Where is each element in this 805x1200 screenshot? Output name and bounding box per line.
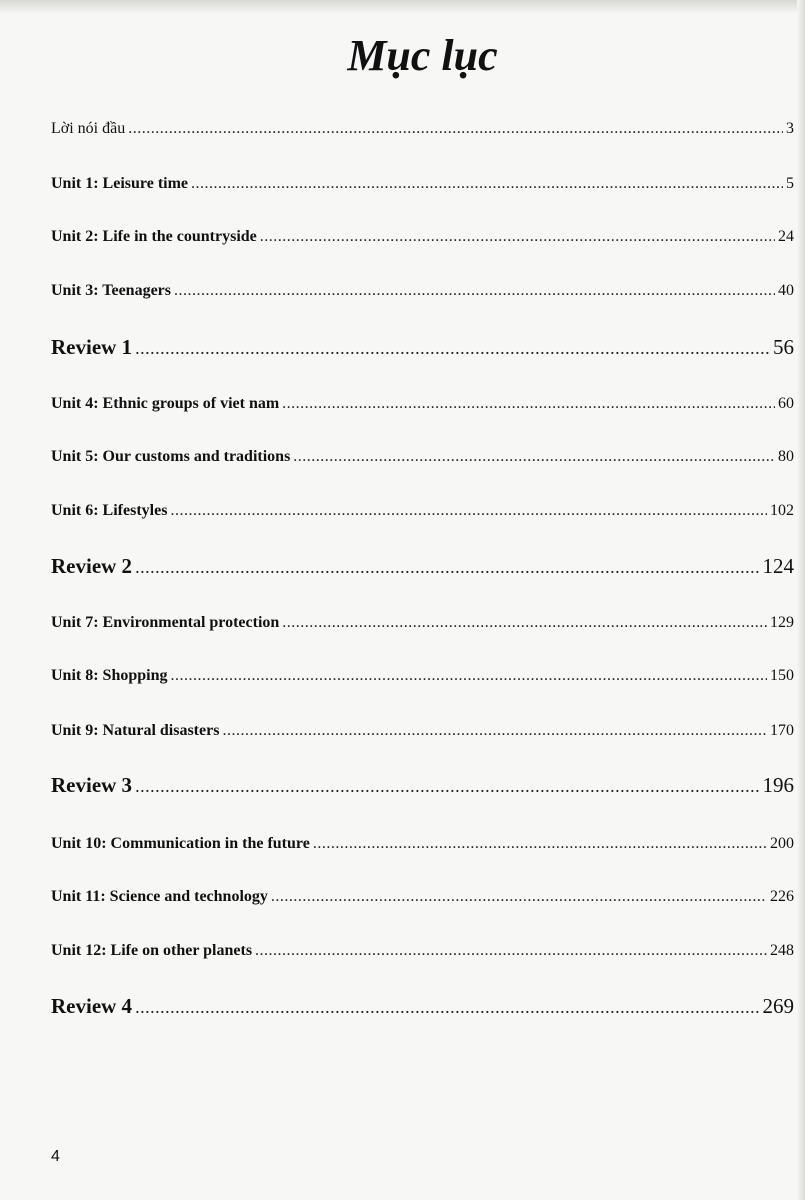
toc-entry-page: 56 [773,335,794,359]
dot-leader [222,722,767,740]
toc-entry-unit-1[interactable] [51,175,794,193]
dot-leader [313,835,767,853]
toc-entry-label: Unit 9: Natural disasters [51,722,220,739]
page-number: 4 [51,1148,60,1165]
toc-entry-page: 226 [770,888,794,905]
dot-leader [255,942,767,960]
dot-leader [135,776,759,797]
dot-leader [135,997,759,1018]
toc-entry-review-4[interactable] [51,994,794,1019]
toc-entry-unit-11[interactable] [51,888,794,906]
toc-entry-page: 124 [762,554,794,578]
toc-entry-page: 150 [770,667,794,684]
toc-entry-unit-9[interactable] [51,722,794,740]
dot-leader [282,395,775,413]
toc-entry-unit-5[interactable] [51,448,794,466]
toc-entry-unit-2[interactable] [51,228,794,246]
toc-entry-page: 102 [770,502,794,519]
toc-entry-unit-3[interactable] [51,282,794,300]
dot-leader [135,338,770,359]
toc-entry-label: Unit 5: Our customs and traditions [51,448,291,465]
dot-leader [271,888,767,906]
toc-entry-preface[interactable] [51,120,794,138]
toc-entry-review-2[interactable] [51,554,794,579]
toc-entry-unit-6[interactable] [51,502,794,520]
toc-entry-label: Unit 4: Ethnic groups of viet nam [51,395,280,412]
page-top-shadow [0,0,805,14]
toc-entry-label: Unit 12: Life on other planets [51,942,253,959]
toc-entry-label: Unit 10: Communication in the future [51,835,310,852]
toc-entry-page: 129 [770,614,794,631]
toc-entry-page: 200 [770,835,794,852]
toc-entry-label: Lời nói đầu [51,120,126,137]
dot-leader [174,282,775,300]
toc-entry-review-1[interactable] [51,335,794,360]
toc-entry-page: 5 [786,175,794,192]
toc-entry-label: Review 1 [51,335,133,359]
dot-leader [135,557,759,578]
page-edge [797,0,805,1200]
toc-entry-label: Unit 11: Science and technology [51,888,268,905]
toc-entry-unit-8[interactable] [51,667,794,685]
toc-entry-label: Unit 3: Teenagers [51,282,171,299]
toc-entry-label: Unit 1: Leisure time [51,175,189,192]
toc-entry-label: Review 2 [51,554,133,578]
dot-leader [282,614,767,632]
dot-leader [128,120,783,138]
toc-entry-unit-12[interactable] [51,942,794,960]
toc-entry-unit-7[interactable] [51,614,794,632]
toc-entry-label: Unit 8: Shopping [51,667,168,684]
toc-entry-page: 170 [770,722,794,739]
toc-entry-page: 24 [778,228,794,245]
dot-leader [171,667,768,685]
toc-entry-label: Review 3 [51,773,133,797]
dot-leader [191,175,783,193]
toc-entry-unit-4[interactable] [51,395,794,413]
toc-entry-label: Unit 7: Environmental protection [51,614,280,631]
toc-entry-unit-10[interactable] [51,835,794,853]
dot-leader [293,448,775,466]
toc-entry-page: 248 [770,942,794,959]
toc-entry-page: 60 [778,395,794,412]
toc-entry-label: Review 4 [51,994,133,1018]
toc-entry-page: 269 [762,994,794,1018]
toc-entry-page: 80 [778,448,794,465]
toc-entry-label: Unit 2: Life in the countryside [51,228,257,245]
dot-leader [170,502,767,520]
toc-entry-page: 3 [786,120,794,137]
toc-entry-page: 40 [778,282,794,299]
toc-entry-label: Unit 6: Lifestyles [51,502,168,519]
page-title: Mục lục [347,31,498,80]
toc-entry-page: 196 [762,773,794,797]
dot-leader [260,228,775,246]
toc-entry-review-3[interactable] [51,773,794,798]
